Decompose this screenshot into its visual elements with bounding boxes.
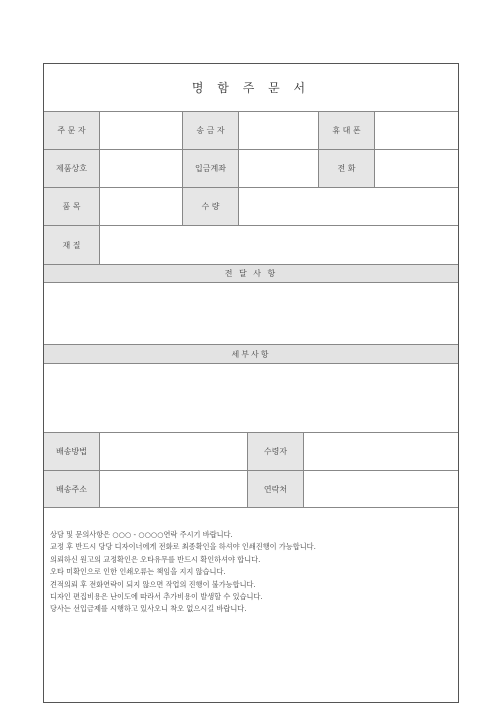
field-account[interactable] [238, 150, 318, 187]
label-delivery-method: 배송방법 [44, 433, 99, 470]
label-orderer: 주 문 자 [44, 112, 99, 149]
field-delivery-address[interactable] [99, 471, 247, 507]
row-company [44, 149, 458, 187]
label-sender: 송 금 자 [182, 112, 238, 149]
label-account: 입금계좌 [182, 150, 238, 187]
note-line: 오타 미확인으로 인한 인쇄오류는 책임을 지지 않습니다. [50, 567, 226, 577]
row-material [44, 225, 458, 264]
field-recipient[interactable] [303, 433, 460, 470]
row-item [44, 187, 458, 225]
field-details[interactable] [44, 363, 458, 432]
label-material: 재 질 [44, 226, 99, 264]
field-orderer[interactable] [99, 112, 182, 149]
note-line: 당사는 선입금제를 시행하고 있사오니 착오 없으시길 바랍니다. [50, 604, 247, 614]
field-company[interactable] [99, 150, 182, 187]
section-details-header: 세부사항 [44, 344, 458, 363]
field-message[interactable] [44, 282, 458, 344]
label-contact: 연락처 [247, 471, 303, 507]
field-item[interactable] [99, 188, 182, 225]
field-contact[interactable] [303, 471, 460, 507]
label-company: 제품상호 [44, 150, 99, 187]
note-line: 교정 후 반드시 당당 디자이너에게 전화로 최종확인을 하셔야 인쇄진행이 가능합니다. [50, 542, 316, 552]
order-form [43, 63, 459, 703]
field-phone[interactable] [374, 150, 460, 187]
label-recipient: 수령자 [247, 433, 303, 470]
note-line: 상담 및 문의사항은 ○○○ - ○○○○연락 주시기 바랍니다. [50, 530, 233, 539]
label-phone: 전 화 [318, 150, 374, 187]
divider [44, 507, 458, 508]
label-delivery-address: 배송주소 [44, 471, 99, 507]
field-sender[interactable] [238, 112, 318, 149]
field-mobile[interactable] [374, 112, 460, 149]
row-delivery-address [44, 470, 458, 507]
label-item: 품 목 [44, 188, 99, 225]
field-material[interactable] [99, 226, 460, 264]
section-message-header: 전 달 사 항 [44, 264, 458, 282]
label-mobile: 휴 대 폰 [318, 112, 374, 149]
note-line: 디자인 편집비용은 난이도에 따라서 추가비용이 발생할 수 있습니다. [50, 592, 263, 602]
notes [50, 529, 316, 616]
field-delivery-method[interactable] [99, 433, 247, 470]
form-title: 명 함 주 문 서 [191, 81, 311, 95]
note-line: 견적의뢰 후 전화연락이 되지 않으면 작업의 진행이 불가능합니다. [50, 579, 256, 589]
note-line: 의뢰하신 원고의 교정확인은 오타유무를 반드시 확인하셔야 합니다. [50, 554, 261, 564]
row-delivery-method [44, 432, 458, 470]
label-qty: 수 량 [182, 188, 238, 225]
field-qty[interactable] [238, 188, 460, 225]
row-orderer [44, 111, 458, 149]
